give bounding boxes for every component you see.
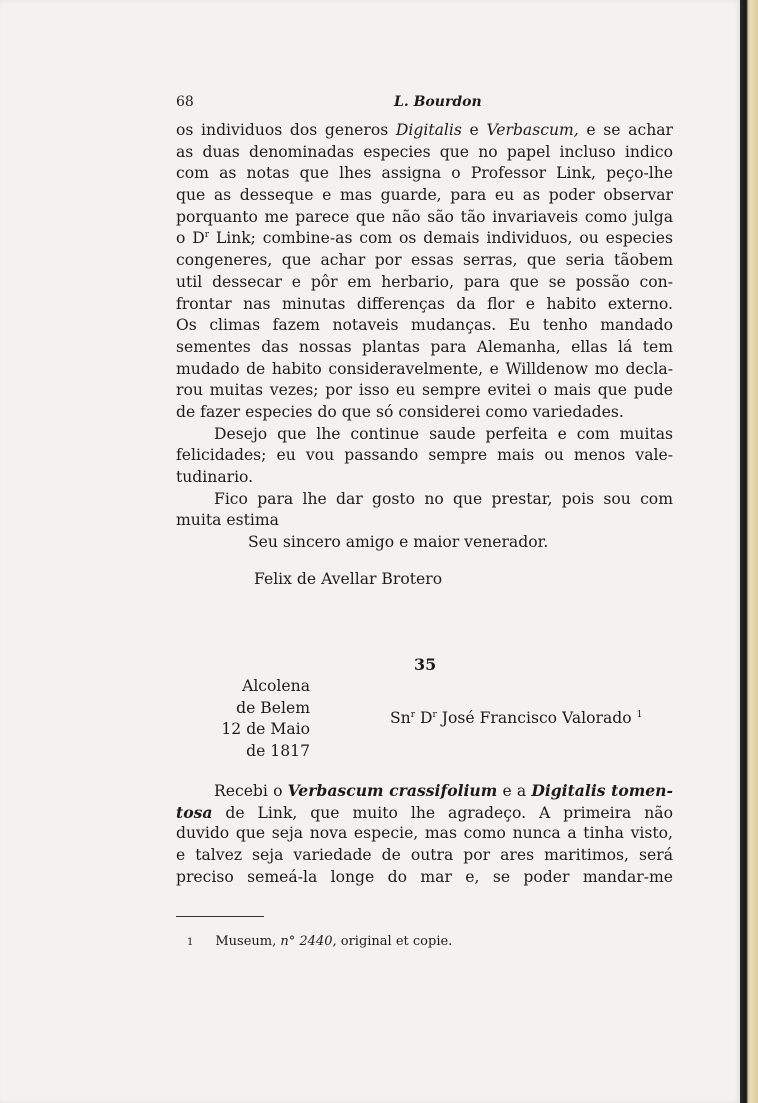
text-line: e talvez seja variedade de outra por ares maritimos, será xyxy=(176,846,673,865)
footnote-rule xyxy=(176,916,264,917)
text-line: tudinario. xyxy=(176,468,254,486)
letter-34-text xyxy=(176,120,673,554)
place-date xyxy=(200,676,310,763)
footnote-mark: 1 xyxy=(187,937,194,948)
text-line: muita estima xyxy=(176,511,279,530)
closing-line: Seu sincero amigo e maior venerador. xyxy=(248,533,549,552)
text-line: preciso semeá-la longe do mar e, se poder mandar-me xyxy=(176,867,673,886)
text-line: os individuos dos generos Digitalis e Verbascum, e se achar xyxy=(176,121,673,139)
place-date-line: de 1817 xyxy=(246,742,310,761)
text-line: as duas denominadas especies que no papel incluso indico xyxy=(176,142,673,161)
text-line: Recebi o Verbascum crassifolium e a Digitalis tomen- xyxy=(214,781,673,800)
text-line: tosa de Link, que muito lhe agradeço. A primeira não xyxy=(176,802,673,822)
text-line: mudado de habito consideravelmente, e Willdenow mo decla- xyxy=(176,359,673,378)
text-line: Desejo que lhe continue saude perfeita e com muitas xyxy=(214,424,673,443)
paragraph-2 xyxy=(176,424,673,489)
text-line: de fazer especies do que só considerei como variedades. xyxy=(176,402,624,421)
text-line: felicidades; eu vou passando sempre mais ou menos vale- xyxy=(176,446,673,465)
text-line: porquanto me parece que não são tão invariaveis como julga xyxy=(176,207,673,226)
letter-35-text xyxy=(176,780,673,888)
text-line: duvido que seja nova especie, mas como nunca a tinha visto, xyxy=(176,824,673,843)
text-line: Os climas fazem notaveis mudanças. Eu tenho mandado xyxy=(176,316,673,335)
text-line: sementes das nossas plantas para Alemanha, ellas lá tem xyxy=(176,337,673,356)
running-head: L. Bourdon xyxy=(394,94,482,110)
text-line: o $D^r$ Link; combine-as com os demais individuos, ou especies xyxy=(176,229,673,248)
paragraph-4 xyxy=(176,780,673,888)
paragraph-1 xyxy=(176,120,673,424)
footnote: 1 Museum, n° 2440, original et copie. xyxy=(187,934,453,949)
paragraph-3 xyxy=(176,489,673,554)
text-line: que as desseque e mas guarde, para eu as poder observar xyxy=(176,186,673,205)
text-line: Fico para lhe dar gosto no que prestar, pois sou com xyxy=(214,489,673,508)
text-line: frontar nas minutas differenças da flor e habito externo. xyxy=(176,294,673,313)
signature: Felix de Avellar Brotero xyxy=(254,570,443,588)
text-line: util dessecar e pôr em herbario, para que se possão con- xyxy=(176,272,673,291)
text-line: com as notas que lhes assigna o Professor Link, peço-lhe xyxy=(176,164,673,183)
book-spine-edge xyxy=(740,0,758,1103)
place-date-line: de Belem xyxy=(236,698,310,717)
page-number: 68 xyxy=(176,94,194,110)
addressee: Sn$^r$ $D^r$ José Francisco Valorado $^1$ xyxy=(390,709,643,727)
text-line: congeneres, que achar por essas serras, que seria tãobem xyxy=(176,251,673,270)
place-date-line: Alcolena xyxy=(242,677,310,695)
letter-number: 35 xyxy=(414,655,437,674)
text-line: rou muitas vezes; por isso eu sempre evitei o mais que pude xyxy=(176,381,673,400)
place-date-line: 12 de Maio xyxy=(221,720,310,739)
page-header xyxy=(176,94,673,112)
